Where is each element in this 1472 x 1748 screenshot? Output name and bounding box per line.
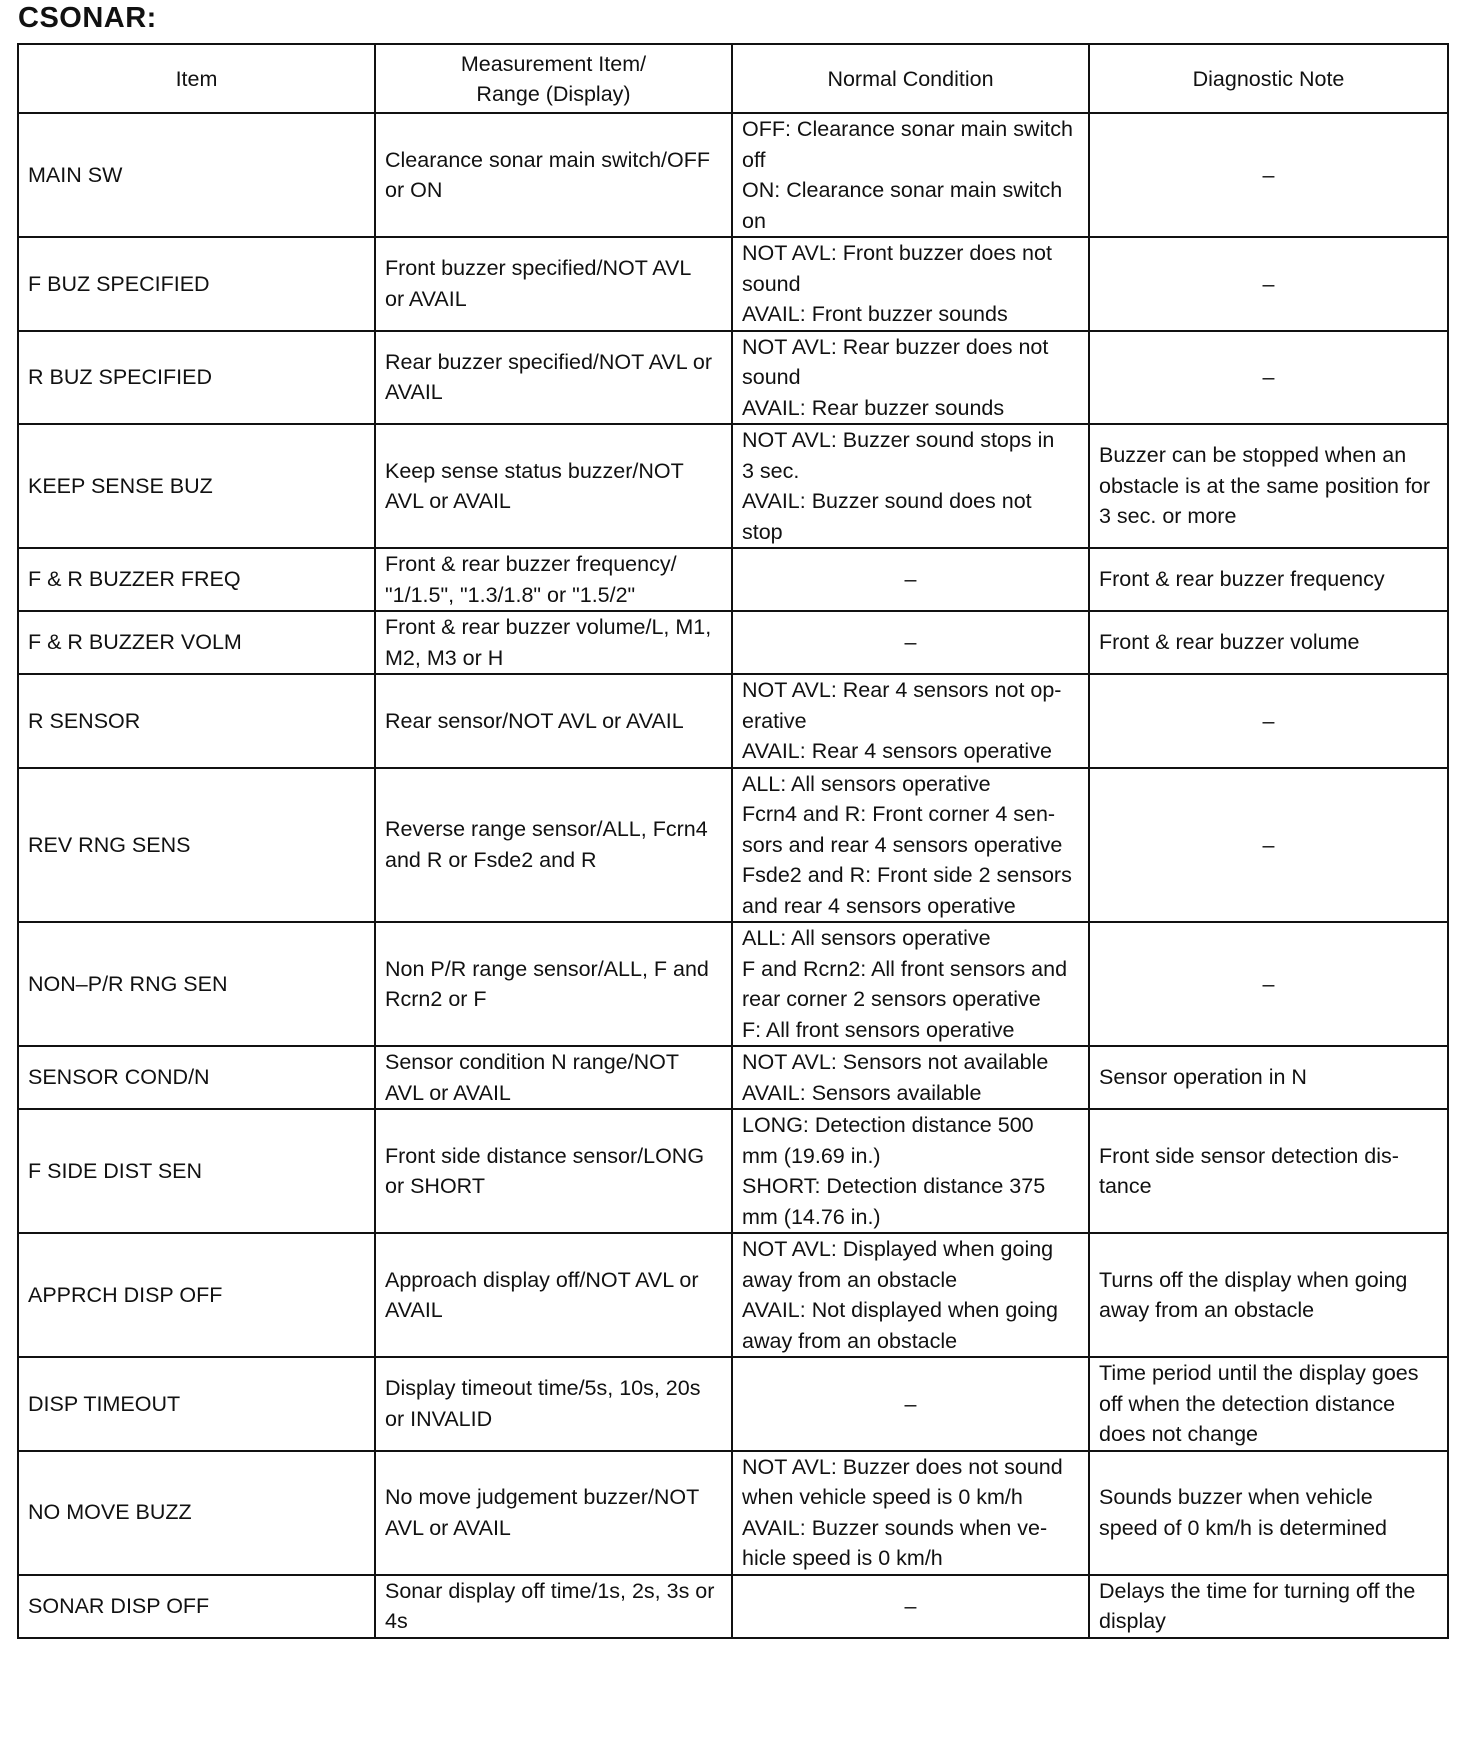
cell-item: REV RNG SENS [18,768,375,923]
cell-normal-condition: NOT AVL: Displayed when going away from an obstacle AVAIL: Not displayed when going away from an obstacle [732,1233,1089,1357]
table-row [18,331,1448,425]
table-row [18,237,1448,331]
cell-measurement: Non P/R range sensor/ALL, F and Rcrn2 or F [375,922,732,1046]
cell-measurement: No move judgement buzzer/NOT AVL or AVAIL [375,1451,732,1575]
cell-item: R BUZ SPECIFIED [18,331,375,425]
cell-diagnostic-note: Turns off the display when going away from an obstacle [1089,1233,1448,1357]
cell-item: SENSOR COND/N [18,1046,375,1109]
cell-diagnostic-note: Time period until the display goes off when the detection distance does not change [1089,1357,1448,1451]
cell-measurement: Approach display off/NOT AVL or AVAIL [375,1233,732,1357]
cell-normal-condition: NOT AVL: Sensors not available AVAIL: Sensors available [732,1046,1089,1109]
cell-normal-condition: – [732,1357,1089,1451]
cell-measurement: Front & rear buzzer volume/L, M1, M2, M3 or H [375,611,732,674]
cell-normal-condition: NOT AVL: Front buzzer does not sound AVAIL: Front buzzer sounds [732,237,1089,331]
table-row [18,1451,1448,1575]
cell-normal-condition: – [732,548,1089,611]
cell-diagnostic-note: Front & rear buzzer volume [1089,611,1448,674]
table-row [18,1233,1448,1357]
cell-measurement: Front & rear buzzer frequency/ "1/1.5", "1.3/1.8" or "1.5/2" [375,548,732,611]
cell-normal-condition: NOT AVL: Rear 4 sensors not op- erative AVAIL: Rear 4 sensors operative [732,674,1089,768]
table-row [18,424,1448,548]
cell-measurement: Sonar display off time/1s, 2s, 3s or 4s [375,1575,732,1638]
table-row [18,548,1448,611]
cell-normal-condition: LONG: Detection distance 500 mm (19.69 in.) SHORT: Detection distance 375 mm (14.76 in.) [732,1109,1089,1233]
cell-normal-condition: NOT AVL: Buzzer does not sound when vehicle speed is 0 km/h AVAIL: Buzzer sounds when ve- hicle speed is 0 km/h [732,1451,1089,1575]
cell-diagnostic-note: Buzzer can be stopped when an obstacle is at the same position for 3 sec. or more [1089,424,1448,548]
header-measurement: Measurement Item/ Range (Display) [375,44,732,113]
table-row [18,611,1448,674]
cell-measurement: Reverse range sensor/ALL, Fcrn4 and R or Fsde2 and R [375,768,732,923]
table-row [18,1575,1448,1638]
table-row [18,1046,1448,1109]
cell-diagnostic-note: Sensor operation in N [1089,1046,1448,1109]
cell-diagnostic-note: – [1089,113,1448,237]
cell-normal-condition: – [732,611,1089,674]
cell-diagnostic-note: – [1089,674,1448,768]
table-row [18,1109,1448,1233]
cell-item: R SENSOR [18,674,375,768]
cell-normal-condition: NOT AVL: Rear buzzer does not sound AVAIL: Rear buzzer sounds [732,331,1089,425]
cell-diagnostic-note: – [1089,922,1448,1046]
cell-item: DISP TIMEOUT [18,1357,375,1451]
cell-diagnostic-note: Front side sensor detection dis- tance [1089,1109,1448,1233]
header-normal-condition: Normal Condition [732,44,1089,113]
cell-item: F & R BUZZER FREQ [18,548,375,611]
cell-measurement: Front side distance sensor/LONG or SHORT [375,1109,732,1233]
table-row [18,1357,1448,1451]
section-title: CSONAR: [18,2,157,34]
cell-normal-condition: OFF: Clearance sonar main switch off ON: Clearance sonar main switch on [732,113,1089,237]
cell-diagnostic-note: – [1089,331,1448,425]
table-row [18,674,1448,768]
header-row [18,44,1448,113]
cell-measurement: Rear sensor/NOT AVL or AVAIL [375,674,732,768]
table-row [18,922,1448,1046]
cell-normal-condition: ALL: All sensors operative F and Rcrn2: All front sensors and rear corner 2 sensors operative F: All front sensors operative [732,922,1089,1046]
cell-item: F BUZ SPECIFIED [18,237,375,331]
cell-measurement: Display timeout time/5s, 10s, 20s or INVALID [375,1357,732,1451]
cell-diagnostic-note: Delays the time for turning off the display [1089,1575,1448,1638]
table-row [18,768,1448,923]
cell-diagnostic-note: – [1089,768,1448,923]
cell-item: APPRCH DISP OFF [18,1233,375,1357]
cell-measurement: Sensor condition N range/NOT AVL or AVAIL [375,1046,732,1109]
cell-normal-condition: – [732,1575,1089,1638]
cell-measurement: Keep sense status buzzer/NOT AVL or AVAIL [375,424,732,548]
cell-diagnostic-note: – [1089,237,1448,331]
cell-item: NON–P/R RNG SEN [18,922,375,1046]
table-row [18,113,1448,237]
cell-measurement: Front buzzer specified/NOT AVL or AVAIL [375,237,732,331]
header-diagnostic-note: Diagnostic Note [1089,44,1448,113]
cell-diagnostic-note: Sounds buzzer when vehicle speed of 0 km/h is determined [1089,1451,1448,1575]
cell-item: F & R BUZZER VOLM [18,611,375,674]
cell-item: F SIDE DIST SEN [18,1109,375,1233]
header-item: Item [18,44,375,113]
cell-item: NO MOVE BUZZ [18,1451,375,1575]
cell-measurement: Clearance sonar main switch/OFF or ON [375,113,732,237]
data-list-table [17,43,1449,1639]
cell-item: KEEP SENSE BUZ [18,424,375,548]
cell-item: MAIN SW [18,113,375,237]
cell-normal-condition: ALL: All sensors operative Fcrn4 and R: Front corner 4 sen- sors and rear 4 sensors operative Fsde2 and R: Front side 2 sensors and rear 4 sensors operative [732,768,1089,923]
cell-normal-condition: NOT AVL: Buzzer sound stops in 3 sec. AVAIL: Buzzer sound does not stop [732,424,1089,548]
cell-item: SONAR DISP OFF [18,1575,375,1638]
cell-diagnostic-note: Front & rear buzzer frequency [1089,548,1448,611]
cell-measurement: Rear buzzer specified/NOT AVL or AVAIL [375,331,732,425]
